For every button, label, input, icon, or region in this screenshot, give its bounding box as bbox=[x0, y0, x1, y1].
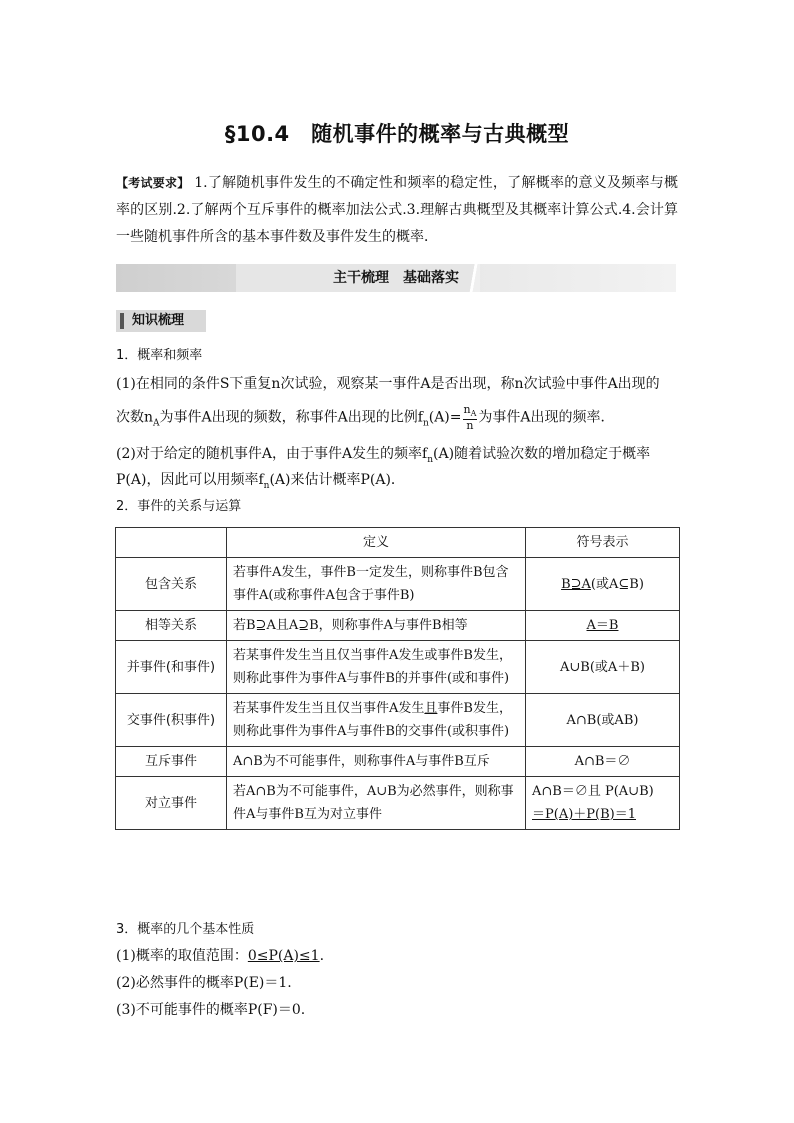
event-relations-table bbox=[115, 527, 680, 830]
row-name: 互斥事件 bbox=[116, 747, 227, 777]
s3-line1: (1)概率的取值范围：0≤P(A)≤1. bbox=[116, 948, 325, 964]
header-cell: 定义 bbox=[227, 528, 526, 558]
row-name: 对立事件 bbox=[116, 777, 227, 830]
row-definition: A∩B为不可能事件，则称事件A与事件B互斥 bbox=[227, 747, 526, 777]
s1-heading: 1．概率和频率 bbox=[116, 348, 203, 363]
table-row bbox=[116, 747, 680, 777]
row-symbol: A∪B(或A＋B) bbox=[526, 641, 680, 694]
requirements-text: 1.了解随机事件发生的不确定性和频率的稳定性，了解概率的意义及频率与概率的区别.2.了解两个互斥事件的概率加法公式.3.理解古典概型及其概率计算公式.4.会计算一些随机事件所含的基本事件数及事件发生的概率． bbox=[116, 175, 678, 245]
header-cell bbox=[116, 528, 227, 558]
row-symbol: A∩B(或AB) bbox=[526, 694, 680, 747]
s3-heading: 3．概率的几个基本性质 bbox=[116, 922, 255, 937]
requirements-tag: 【考试要求】 bbox=[116, 176, 190, 190]
frequency-fraction: $\frac{n_A}{n}$ bbox=[463, 403, 477, 433]
banner-text: 主干梳理 基础落实 bbox=[333, 270, 459, 286]
s3-line3: (3)不可能事件的概率P(F)＝0. bbox=[116, 1002, 306, 1018]
row-definition: 若某事件发生当且仅当事件A发生或事件B发生，则称此事件为事件A与事件B的并事件(或和事件) bbox=[227, 641, 526, 694]
s3-line2: (2)必然事件的概率P(E)＝1. bbox=[116, 975, 292, 991]
s1-p2-line2: P(A)，因此可以用频率$f_n(A)$来估计概率P(A)． bbox=[116, 472, 405, 491]
table-row bbox=[116, 777, 680, 830]
exam-requirements bbox=[116, 170, 678, 251]
page-title: §10.4 随机事件的概率与古典概型 bbox=[224, 122, 570, 146]
table-row bbox=[116, 558, 680, 611]
row-definition: 若A∩B为不可能事件，A∪B为必然事件，则称事件A与事件B互为对立事件 bbox=[227, 777, 526, 830]
s1-p1-line2: 次数$n_A$为事件A出现的频数，称事件A出现的比例$f_n(A)=$ $\frac{n_A}{n}$ 为事件A出现的频率． bbox=[116, 403, 615, 433]
row-definition: 若事件A发生，事件B一定发生，则称事件B包含事件A(或称事件A包含于事件B) bbox=[227, 558, 526, 611]
row-symbol: A∩B＝∅且 P(A∪B) ＝P(A)＋P(B)＝1 bbox=[526, 777, 680, 830]
row-name: 并事件(和事件) bbox=[116, 641, 227, 694]
row-name: 包含关系 bbox=[116, 558, 227, 611]
row-definition: 若B⊇A且A⊇B，则称事件A与事件B相等 bbox=[227, 611, 526, 641]
row-name: 相等关系 bbox=[116, 611, 227, 641]
subsection-label: 知识梳理 bbox=[116, 310, 206, 332]
row-symbol: A＝B bbox=[526, 611, 680, 641]
table-header-row bbox=[116, 528, 680, 558]
s1-p1-line1: (1)在相同的条件S下重复n次试验，观察某一事件A是否出现，称n次试验中事件A出现的 bbox=[116, 376, 660, 392]
subsection-bar-icon bbox=[120, 313, 124, 329]
header-cell: 符号表示 bbox=[526, 528, 680, 558]
row-name: 交事件(积事件) bbox=[116, 694, 227, 747]
table-row bbox=[116, 641, 680, 694]
row-definition: 若某事件发生当且仅当事件A发生且事件B发生，则称此事件为事件A与事件B的交事件(或积事件) bbox=[227, 694, 526, 747]
section-banner bbox=[116, 264, 676, 292]
s2-heading: 2．事件的关系与运算 bbox=[116, 499, 242, 514]
s1-p2-line1: (2)对于给定的随机事件A，由于事件A发生的频率$f_n(A)$随着试验次数的增加稳定于概率 bbox=[116, 446, 651, 465]
table-row bbox=[116, 611, 680, 641]
row-symbol: A∩B＝∅ bbox=[526, 747, 680, 777]
row-symbol: B⊇A(或A⊆B) bbox=[526, 558, 680, 611]
table-row bbox=[116, 694, 680, 747]
